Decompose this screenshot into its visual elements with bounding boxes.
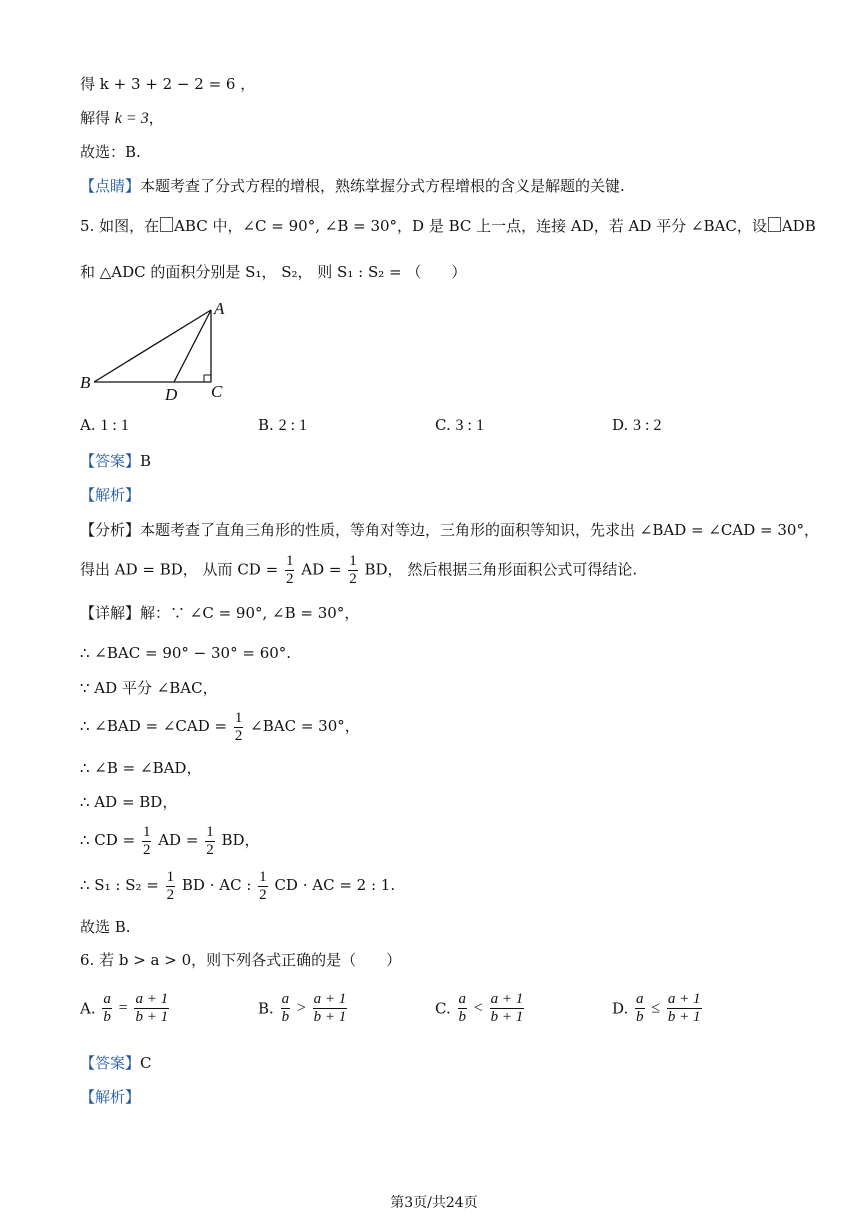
fenxi-text: 本题考查了直角三角形的性质，等角对等边，三角形的面积等知识，先求出 ∠BAD = ∠CAD = 30°， [140, 521, 819, 539]
math-expr: k = 3 [114, 110, 149, 127]
line-text: 得 k + 3 + 2 − 2 = 6 ， [80, 75, 256, 93]
fraction-half: $\frac{1}{2}$ [259, 868, 267, 903]
step-8: 故选 B. [80, 918, 131, 936]
q5-text-line2: 和 △ADC 的面积分别是 S₁， S₂， 则 S₁ : S₂ = （ ） [80, 263, 467, 281]
question-5-line-2 [80, 262, 466, 282]
right-angle-mark [204, 375, 211, 382]
line-text: 解得 [80, 109, 111, 127]
fenxi-line-1 [80, 520, 819, 540]
q6-option-c: C. $\frac{a}{b}$ < $\frac{a + 1}{b + 1}$ [435, 991, 524, 1025]
fraction-half: $\frac{1}{2}$ [142, 823, 151, 858]
question-6 [80, 950, 401, 970]
step-2: ∵ AD 平分 ∠BAC， [80, 679, 218, 697]
step-1: ∴ ∠BAC = 90° − 30° = 60°. [80, 644, 292, 662]
triangle-figure [76, 296, 246, 406]
step-5: ∴ AD = BD， [80, 793, 178, 811]
q6-option-d: D. $\frac{a}{b}$ ≤ $\frac{a + 1}{b + 1}$ [612, 991, 701, 1025]
fenxi-line-2: 得出 AD = BD， 从而 CD = $\frac{1}{2}$ AD = $\frac{1}{2}$ BD， 然后根据三角形面积公式可得结论. [80, 553, 638, 587]
fraction-half: $\frac{1}{2}$ [234, 709, 243, 744]
q5-text-c: ADB [781, 217, 816, 235]
step-4: ∴ ∠B = ∠BAD， [80, 759, 202, 777]
step-6: ∴ CD = $\frac{1}{2}$ AD = $\frac{1}{2}$ BD， [80, 823, 260, 858]
fraction-half: $\frac{1}{2}$ [349, 553, 357, 587]
q5-option-b: B. 2 : 1 [258, 416, 308, 434]
fenxi-tag: 【分析】 [80, 521, 141, 539]
vertex-B: B [80, 373, 91, 392]
analysis-6-tag: 【解析】 [80, 1088, 141, 1106]
fraction-half: $\frac{1}{2}$ [166, 868, 175, 903]
analysis-5-tag: 【解析】 [80, 486, 141, 504]
q6-text: 6. 若 b > a > 0，则下列各式正确的是（ ） [80, 951, 402, 969]
q6-option-a: A. $\frac{a}{b}$ = $\frac{a + 1}{b + 1}$ [80, 991, 169, 1025]
dianjing-tag: 【点睛】 [80, 177, 141, 195]
vertex-D: D [165, 385, 178, 404]
answer-5 [80, 451, 151, 471]
answer-tag: 【答案】 [80, 1054, 141, 1072]
fraction-half: $\frac{1}{2}$ [285, 553, 294, 587]
fraction-half: $\frac{1}{2}$ [206, 823, 214, 858]
q5-option-c: C. 3 : 1 [435, 416, 484, 434]
answer-value: B [140, 452, 152, 470]
vertex-A: A [214, 299, 225, 318]
xiangjie-text: 解：∵ ∠C = 90°, ∠B = 30°， [140, 604, 360, 622]
q5-text-b: ABC 中，∠C = 90°, ∠B = 30°，D 是 BC 上一点，连接 AD，若 AD 平分 ∠BAC，设 [174, 217, 767, 235]
line-text: 故选：B. [80, 143, 141, 161]
edge-BA [94, 310, 211, 382]
solution-line-3 [80, 142, 141, 162]
xiangjie-tag: 【详解】 [80, 604, 141, 622]
solution-line-2: 解得 k = 3， [80, 109, 164, 127]
vertex-C: C [211, 382, 223, 401]
q6-option-b: B. $\frac{a}{b}$ > $\frac{a + 1}{b + 1}$ [258, 991, 347, 1025]
q5-option-a: A. 1 : 1 [80, 416, 129, 434]
q5-text-a: 5. 如图，在 [80, 217, 160, 235]
answer-value: C [140, 1054, 152, 1072]
q5-option-d: D. 3 : 2 [612, 416, 662, 434]
answer-6 [80, 1053, 152, 1073]
triangle-placeholder-icon [160, 217, 173, 232]
dianjing-text: 本题考查了分式方程的增根，熟练掌握分式方程增根的含义是解题的关键. [140, 177, 625, 195]
step-3: ∴ ∠BAD = ∠CAD = $\frac{1}{2}$ ∠BAC = 30°， [80, 709, 360, 744]
xiangjie-line [80, 603, 359, 623]
question-5-line-1 [80, 216, 816, 236]
triangle-placeholder-icon [768, 217, 781, 232]
step-7: ∴ S₁ : S₂ = $\frac{1}{2}$ BD · AC : $\frac{1}{2}$ CD · AC = 2 : 1. [80, 868, 396, 903]
answer-tag: 【答案】 [80, 452, 141, 470]
page-footer: 第3页/共24页 [390, 1195, 478, 1211]
dianjing-line [80, 176, 625, 196]
solution-line-1 [80, 74, 255, 94]
